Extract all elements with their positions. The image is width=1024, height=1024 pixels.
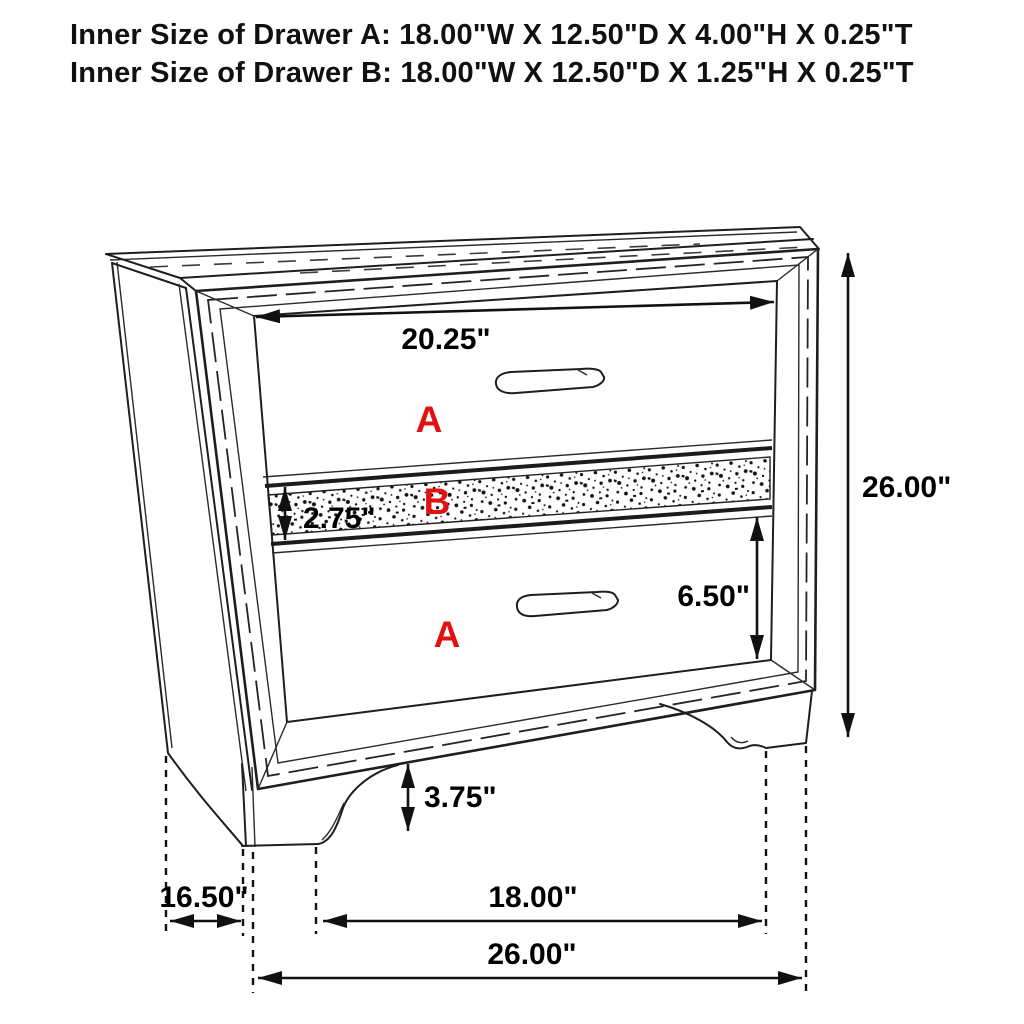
dim-label-leg-spacing: 18.00" xyxy=(488,881,578,914)
drawer-letter-a-bottom: A xyxy=(433,614,461,655)
cabinet-left-panel xyxy=(112,262,252,846)
dim-label-leg-height: 3.75" xyxy=(424,781,497,814)
dim-label-drawer-b-height: 2.75" xyxy=(303,502,376,535)
drawer-a-bottom-handle xyxy=(517,592,618,617)
drawer-letters xyxy=(416,399,461,655)
drawer-letter-a-top: A xyxy=(415,399,443,440)
dim-leg-spacing xyxy=(323,881,762,921)
right-foot-bottom xyxy=(766,691,812,748)
spec-line-drawer-b: Inner Size of Drawer B: 18.00"W X 12.50"D X 1.25"H X 0.25"T xyxy=(70,57,914,89)
dim-drawer-a-height xyxy=(677,517,757,659)
drawer-b-band xyxy=(265,448,772,553)
dim-total-height xyxy=(848,253,951,737)
dim-label-drawer-a-height: 6.50" xyxy=(677,580,750,613)
dim-leg-height xyxy=(408,764,497,831)
left-skirt-curve xyxy=(168,753,243,846)
dim-label-total-height: 26.00" xyxy=(862,471,952,504)
right-foot-bracket-accent xyxy=(731,737,748,743)
drawer-a-top-handle xyxy=(496,369,604,394)
drawer-a-bottom-handle-step xyxy=(592,593,601,598)
dim-total-width xyxy=(258,938,802,978)
left-foot-bottom xyxy=(242,844,318,846)
miter-top-right xyxy=(777,249,818,281)
left-foot-bracket-accent xyxy=(322,803,344,840)
dim-label-side-depth: 16.50" xyxy=(159,881,249,914)
spec-line-drawer-a: Inner Size of Drawer A: 18.00"W X 12.50"D X 4.00"H X 0.25"T xyxy=(70,19,913,51)
miter-top-left xyxy=(196,291,254,316)
cabinet-feet xyxy=(242,691,812,847)
left-foot-front-edge xyxy=(252,767,255,847)
right-foot-bracket xyxy=(660,704,766,748)
drawer-a-top xyxy=(263,369,772,477)
cabinet-drawing xyxy=(106,227,819,847)
dim-label-front-opening-width: 20.25" xyxy=(401,323,491,356)
drawer-a-top-handle-step xyxy=(578,370,587,375)
drawer-a-bottom xyxy=(517,592,618,617)
drawer-letter-b: B xyxy=(423,481,451,522)
dim-side-depth xyxy=(159,881,248,921)
dim-label-total-width: 26.00" xyxy=(487,938,577,971)
